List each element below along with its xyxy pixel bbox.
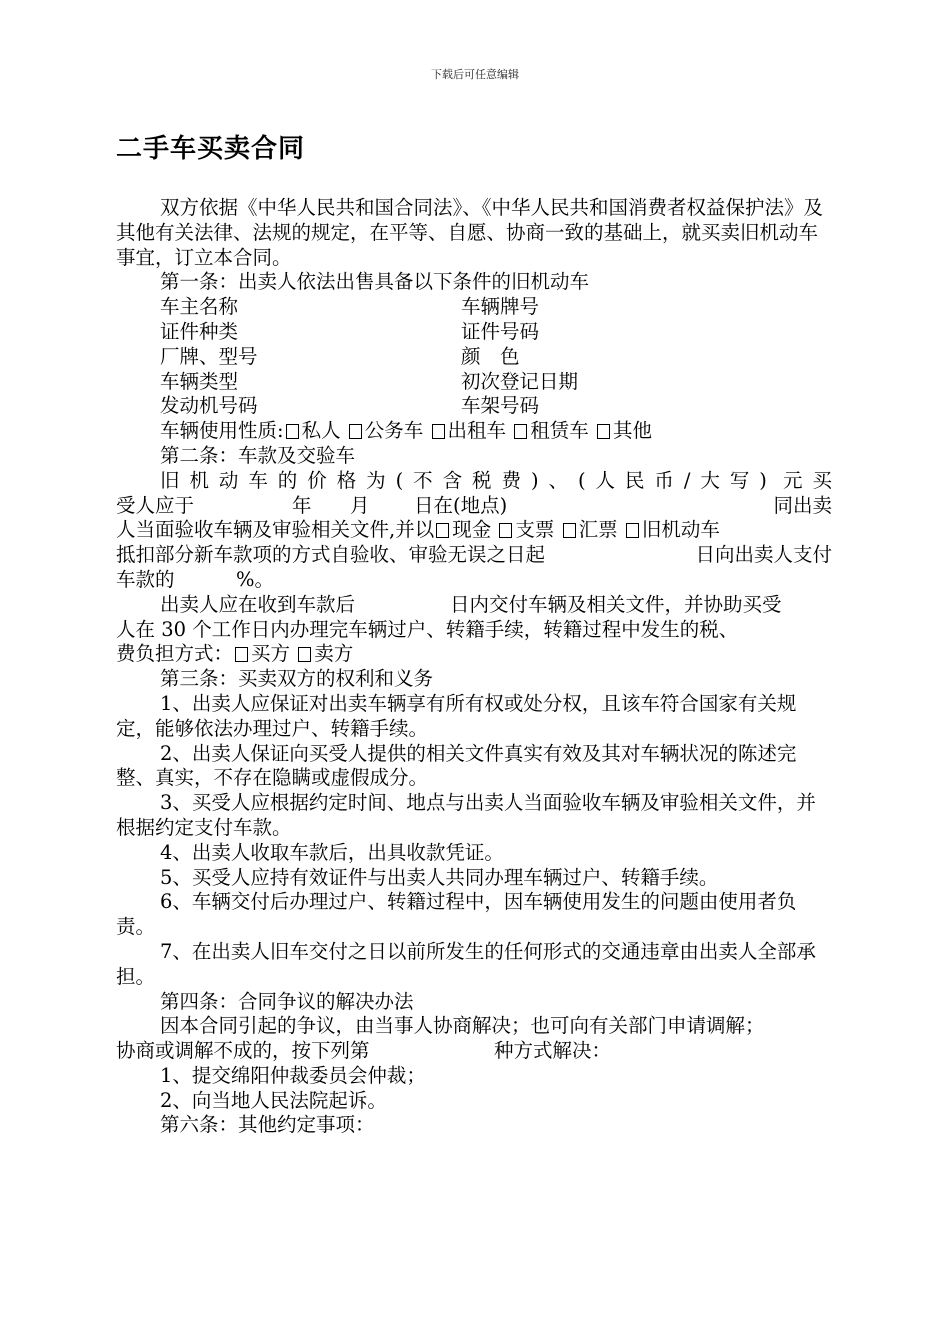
field-row xyxy=(116,320,832,345)
article-3-item: 2、出卖人保证向买受人提供的相关文件真实有效及其对车辆状况的陈述完整、真实，不存在隐瞒或虚假成分。 xyxy=(116,741,797,790)
article-3-item: 7、在出卖人旧车交付之日以前所发生的任何形式的交通违章由出卖人全部承担。 xyxy=(116,939,816,988)
option-label: 公务车 xyxy=(364,419,424,443)
text: 元买 xyxy=(783,468,832,492)
option-label: 支票 xyxy=(515,518,555,542)
text: 日在(地点) xyxy=(414,493,508,517)
checkbox-private[interactable] xyxy=(286,424,299,439)
text: 人当面验收车辆及审验相关文件,并以 xyxy=(116,518,435,542)
field-label: 证件号码 xyxy=(461,319,540,343)
article-3-item: 1、出卖人应保证对出卖车辆享有所有权或处分权，且该车符合国家有关规定，能够依法办理过户、转籍手续。 xyxy=(116,691,797,740)
article-3-item: 5、买受人应持有效证件与出卖人共同办理车辆过户、转籍手续。 xyxy=(160,865,719,889)
field-row xyxy=(116,370,832,395)
option-label: 私人 xyxy=(301,419,341,443)
option-label: 其他 xyxy=(612,419,652,443)
article-3-item: 3、买受人应根据约定时间、地点与出卖人当面验收车辆及审验相关文件，并根据约定支付车款。 xyxy=(116,791,816,839)
article-2-title: 第二条：车款及交验车 xyxy=(160,443,356,467)
checkbox-seller[interactable] xyxy=(298,647,311,662)
article-4-option: 2、向当地人民法院起诉。 xyxy=(160,1088,387,1112)
field-row xyxy=(116,295,832,320)
text: 同出卖 xyxy=(773,493,832,517)
contract-body xyxy=(116,196,832,1138)
checkbox-trade-in[interactable] xyxy=(626,523,639,538)
field-label: 颜 色 xyxy=(461,344,520,368)
field-label: 发动机号码 xyxy=(160,394,258,418)
field-label: 初次登记日期 xyxy=(461,369,579,393)
text: 出卖人应在收到车款后 xyxy=(160,592,356,616)
option-label: 买方 xyxy=(251,642,291,666)
checkbox-taxi[interactable] xyxy=(432,424,445,439)
fee-line xyxy=(116,642,832,667)
field-row xyxy=(116,394,832,419)
checkbox-draft[interactable] xyxy=(563,523,576,538)
option-label: 现金 xyxy=(452,518,492,542)
option-label: 汇票 xyxy=(578,518,618,542)
article-4-text: 因本合同引起的争议，由当事人协商解决；也可向有关部门申请调解； xyxy=(160,1014,765,1038)
checkbox-official[interactable] xyxy=(349,424,362,439)
field-label: 车辆类型 xyxy=(160,369,239,393)
field-label: 厂牌、型号 xyxy=(160,344,258,368)
date-line xyxy=(116,494,832,519)
option-label: 出租车 xyxy=(447,419,507,443)
article-3-title: 第三条：买卖双方的权利和义务 xyxy=(160,667,434,691)
text: 费负担方式： xyxy=(116,642,234,666)
intro-paragraph: 双方依据《中华人民共和国合同法》、《中华人民共和国消费者权益保护法》及其他有关法律、法规的规定，在平等、自愿、协商一致的基础上，就买卖旧机动车事宜，订立本合同。 xyxy=(116,196,824,269)
field-label: 车主名称 xyxy=(160,295,239,319)
price-line xyxy=(116,469,832,494)
article-1-title: 第一条：出卖人依法出售具备以下条件的旧机动车 xyxy=(160,270,590,294)
field-label: 证件种类 xyxy=(160,319,239,343)
text: 旧机动车的价格为(不含税费)、(人民币/大写) xyxy=(160,468,767,492)
percent-line xyxy=(116,568,832,593)
field-label: 车架号码 xyxy=(461,394,540,418)
checkbox-cash[interactable] xyxy=(436,523,449,538)
field-label: 车辆牌号 xyxy=(461,295,540,319)
article-3-item: 4、出卖人收取车款后，出具收款凭证。 xyxy=(160,840,504,864)
text: 协商或调解不成的，按下列第 xyxy=(116,1039,370,1063)
transfer-line: 人在 30 个工作日内办理完车辆过户、转籍手续，转籍过程中发生的税、 xyxy=(116,617,739,641)
option-label: 租赁车 xyxy=(530,419,589,443)
checkbox-check[interactable] xyxy=(499,523,512,538)
usage-label: 车辆使用性质: xyxy=(160,419,284,443)
article-4-option: 1、提交绵阳仲裁委员会仲裁； xyxy=(160,1063,426,1087)
text: 日内交付车辆及相关文件，并协助买受 xyxy=(450,592,782,616)
article-4-choice xyxy=(116,1039,832,1064)
text: 车款的 xyxy=(116,567,175,591)
checkbox-rental[interactable] xyxy=(514,424,527,439)
field-row xyxy=(116,345,832,370)
payment-deadline-line xyxy=(116,543,832,568)
document-title: 二手车买卖合同 xyxy=(116,134,306,164)
delivery-line xyxy=(116,593,832,618)
article-4-title: 第四条：合同争议的解决办法 xyxy=(160,989,414,1013)
text: 抵扣部分新车款项的方式自验收、审验无误之日起 xyxy=(116,543,546,567)
text: 受人应于 xyxy=(116,493,195,517)
option-label: 旧机动车 xyxy=(641,518,720,542)
usage-row xyxy=(116,419,832,444)
option-label: 卖方 xyxy=(314,642,354,666)
text: %。 xyxy=(236,567,275,591)
checkbox-other[interactable] xyxy=(597,424,610,439)
text: 种方式解决： xyxy=(494,1039,612,1063)
article-3-item: 6、车辆交付后办理过户、转籍过程中，因车辆使用发生的问题由使用者负责。 xyxy=(116,890,797,939)
text: 年 xyxy=(292,493,312,517)
header-note: 下载后可任意编辑 xyxy=(431,68,519,81)
article-6-title: 第六条：其他约定事项： xyxy=(160,1113,375,1137)
text: 月 xyxy=(350,493,370,517)
checkbox-buyer[interactable] xyxy=(235,647,248,662)
text: 日向出卖人支付 xyxy=(695,543,832,567)
payment-line xyxy=(116,518,832,543)
